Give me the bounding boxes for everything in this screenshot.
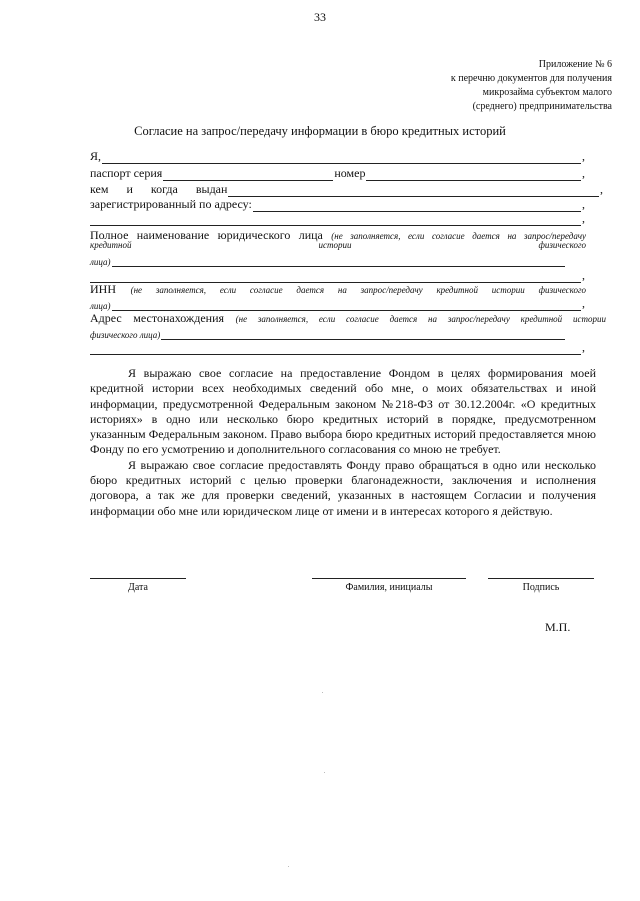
legal-name-note: (не заполняется, если согласие дается на запрос/передачу: [331, 231, 587, 241]
comma: ,: [600, 182, 603, 196]
legal-name-note-part: кредитной: [90, 240, 132, 250]
consent-paragraph: Я выражаю свое согласие на предоставление Фондом в целях формирования моей кредитной истории всех необходимых сведений обо мне, о моих обязательствах и иной информации, предусмотренной Федеральным законом №218-ФЗ от 30.12.2004г. «О кредитных историях» в одно или несколько бюро кредитных историй в порядке, предусмотренном указанным Федеральным законом. Право выбора бюро кредитных историй предоставляется мною Фонду по его усмотрению и дополнительного согласования со мною не требует.: [90, 366, 596, 457]
passport-number-field[interactable]: [366, 169, 581, 181]
comma: ,: [582, 296, 585, 310]
inn-note: (не заполняется, если согласие дается на запрос/передачу кредитной истории физического: [130, 285, 587, 295]
passport-series-field[interactable]: [163, 169, 333, 181]
comma: ,: [582, 149, 585, 163]
comma: ,: [582, 340, 585, 354]
location-field[interactable]: [161, 328, 565, 340]
comma: ,: [582, 211, 585, 225]
scan-speck: [322, 692, 323, 693]
address-row-2: [90, 211, 586, 226]
name-label: Фамилия, инициалы: [345, 582, 433, 593]
legal-name-row: [90, 252, 566, 267]
full-name-row: [90, 149, 586, 164]
location-note: (не заполняется, если согласие дается на запрос/передачу кредитной истории: [235, 314, 606, 324]
signature-label: Подпись: [522, 582, 560, 593]
inn-field[interactable]: [112, 299, 581, 311]
document-title: Согласие на запрос/передачу информации в бюро кредитных историй: [134, 124, 506, 138]
scan-speck: [288, 866, 289, 867]
passport-number-label: номер: [334, 166, 366, 180]
appendix-line: Приложение № 6: [538, 59, 612, 70]
appendix-line: к перечню документов для получения: [450, 73, 612, 84]
location-row-2: [90, 340, 586, 355]
location-row: [90, 325, 566, 340]
issued-row: [90, 182, 604, 197]
consent-paragraph: Я выражаю свое согласие предоставлять Фонду право обращаться в одно или несколько бюро кредитных историй с целью проверки благонадежности, заключения и исполнения договора, а так же для проверки сведений, указанных в настоящем Согласии и получения информации обо мне или юридическом лице от имени и в интересах которого я действую.: [90, 457, 596, 518]
page-number: 33: [314, 10, 326, 24]
comma: ,: [582, 166, 585, 180]
date-line[interactable]: [90, 578, 186, 579]
passport-row: [90, 166, 586, 181]
appendix-line: (среднего) предпринимательства: [472, 101, 612, 112]
comma: ,: [582, 197, 585, 211]
date-label: Дата: [128, 582, 148, 593]
appendix-header: [451, 58, 612, 114]
location-note-end: физического лица): [90, 330, 161, 340]
name-line[interactable]: [312, 578, 466, 579]
issued-label: кем и когда выдан: [90, 182, 228, 196]
inn-note-end: лица): [90, 301, 111, 311]
inn-row: [90, 296, 586, 311]
legal-name-note-end: лица): [90, 257, 111, 267]
passport-series-label: паспорт серия: [90, 166, 163, 180]
full-name-label: Я,: [90, 149, 102, 163]
comma: ,: [582, 268, 585, 282]
legal-name-row-2: [90, 268, 586, 283]
address-row: [90, 197, 586, 212]
appendix-line: микрозайма субъектом малого: [482, 87, 612, 98]
legal-name-note-part: физического: [538, 240, 586, 250]
legal-name-note-part: истории: [318, 240, 352, 250]
signature-line[interactable]: [488, 578, 594, 579]
registered-address-field-2[interactable]: [90, 214, 581, 226]
location-field-2[interactable]: [90, 343, 581, 355]
legal-name-field[interactable]: [112, 255, 565, 267]
legal-name-line-2: [90, 238, 586, 250]
inn-label: ИНН: [90, 282, 116, 296]
full-name-field[interactable]: [102, 152, 581, 164]
issued-field[interactable]: [228, 185, 599, 197]
scan-speck: [324, 772, 325, 773]
location-label: Адрес местонахождения: [90, 311, 225, 325]
stamp-place: М.П.: [545, 620, 571, 634]
legal-name-label: Полное наименование юридического лица: [90, 228, 323, 242]
registered-address-label: зарегистрированный по адресу:: [90, 197, 252, 211]
consent-text: [90, 366, 596, 519]
